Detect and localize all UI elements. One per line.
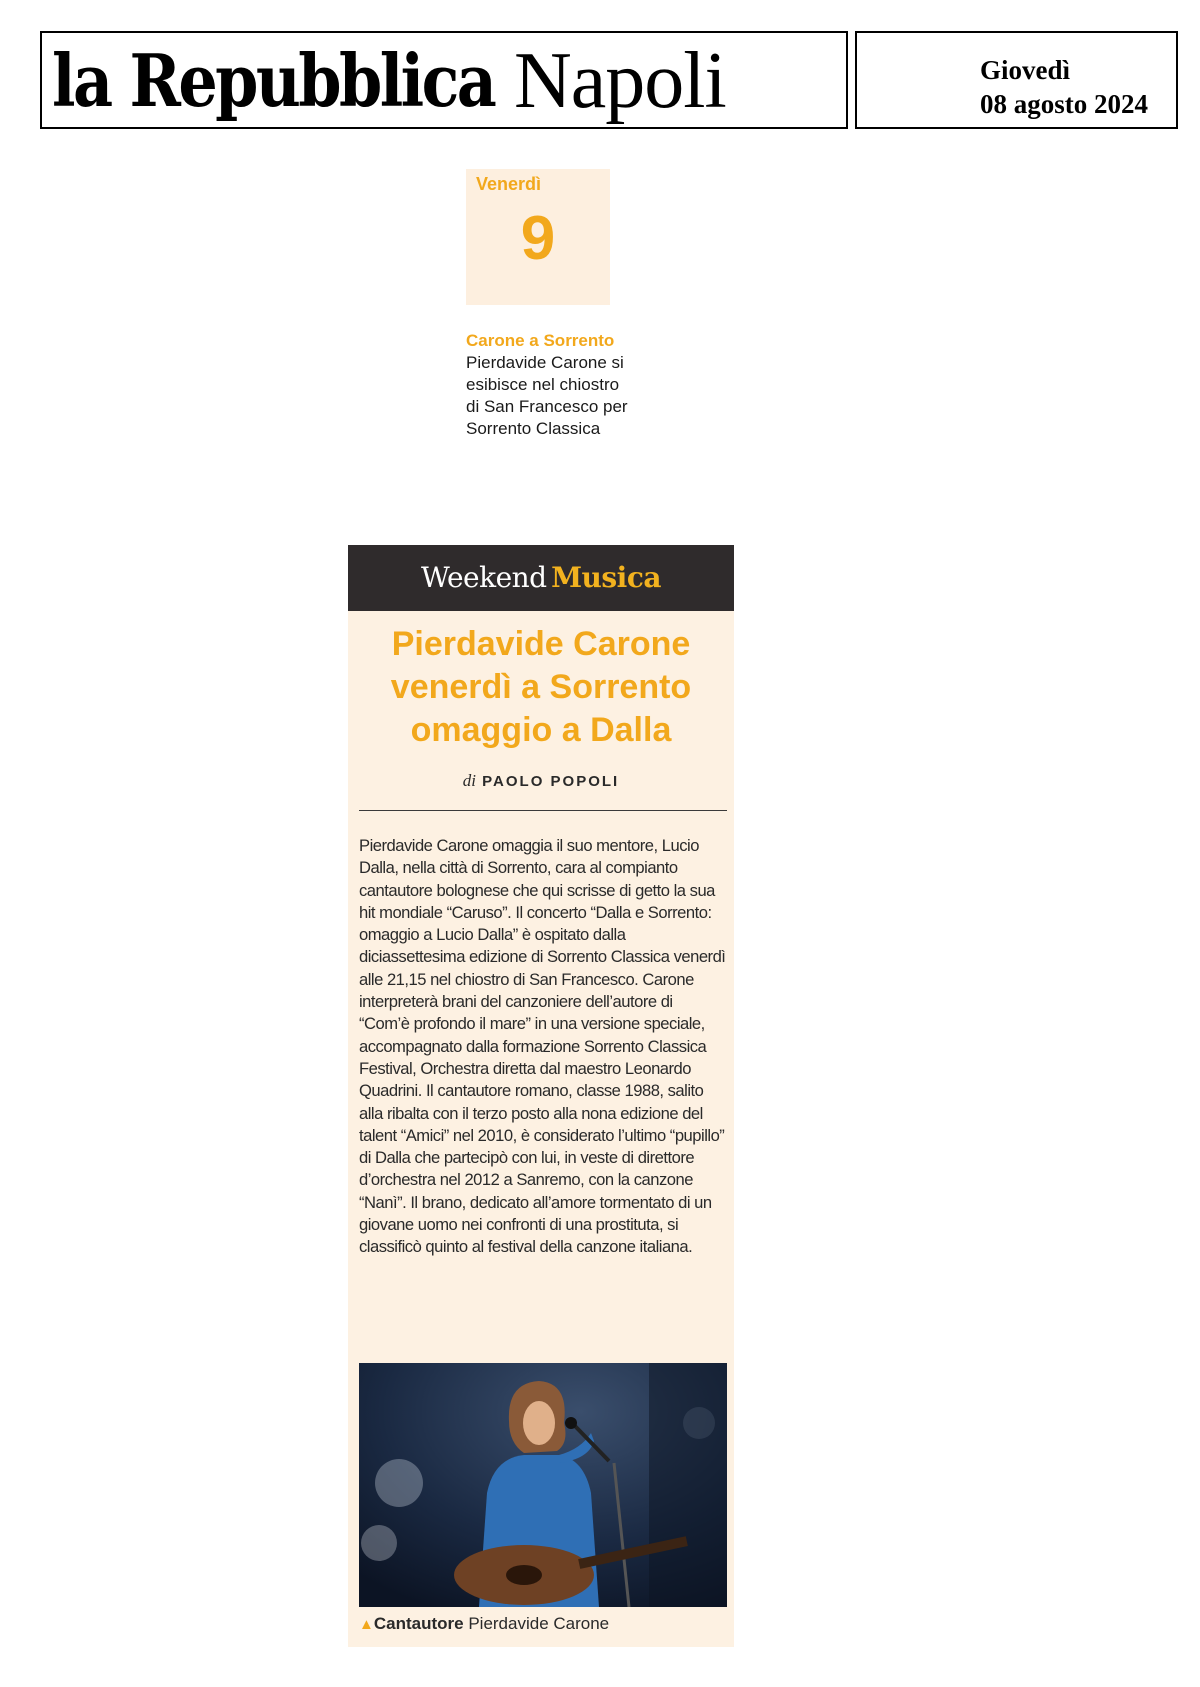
article-photo (359, 1363, 727, 1607)
article-body: Pierdavide Carone omaggia il suo mentore, Lucio Dalla, nella città di Sorrento, cara al compianto cantautore bolognese che qui scrisse di getto la sua hit mondiale “Caruso”. Il concerto “Dalla e Sorrento: omaggio a Lucio Dalla” è ospitato dalla diciassettesima edizione di Sorrento Classica venerdì alle 21,15 nel chiostro di San Francesco. Carone interpreterà brani del canzoniere dell’autore di “Com’è profondo il mare” in una versione speciale, accompagnato dalla formazione Sorrento Classica Festival, Orchestra diretta dal maestro Leonardo Quadrini. Il cantautore romano, classe 1988, salito alla ribalta con il terzo posto alla nona edizione del talent “Amici” nel 2010, è considerato l’ultimo “pupillo” di Dalla che partecipò con lui, in veste di direttore d’orchestra nel 2012 a Sanremo, con la canzone “Nanì”. Il brano, dedicato all’amore tormentato di un giovane uomo nei confronti di una prostituta, si classificò quinto al festival della canzone italiana. (359, 836, 726, 1257)
subsection-label: Musica (551, 561, 662, 594)
byline (348, 771, 734, 791)
day-box-weekday: Venerdì (476, 174, 542, 194)
article (348, 545, 734, 1647)
triangle-up-icon: ▲ (359, 1616, 374, 1633)
byline-divider (359, 810, 727, 811)
event-blurb-text: Pierdavide Carone si esibisce nel chiostro di San Francesco per Sorrento Classica (466, 353, 628, 438)
day-box-number: 9 (520, 204, 556, 273)
byline-prefix: di (462, 771, 476, 790)
photo-caption (359, 1614, 727, 1634)
event-blurb (466, 330, 636, 440)
article-headline: Pierdavide Carone venerdì a Sorrento omaggio a Dalla (390, 625, 692, 749)
date-box (855, 31, 1178, 129)
section-label: Weekend (420, 561, 547, 594)
masthead (40, 31, 848, 129)
singer-photo-illustration (359, 1363, 727, 1607)
edition-city: Napoli (514, 37, 726, 125)
date-full: 08 agosto 2024 (980, 89, 1148, 119)
event-blurb-title: Carone a Sorrento (466, 331, 615, 350)
date-weekday: Giovedì (980, 55, 1071, 85)
caption-label: Cantautore (373, 1614, 464, 1633)
byline-author: PAOLO POPOLI (482, 773, 620, 790)
section-band (348, 545, 734, 611)
caption-text: Pierdavide Carone (468, 1614, 610, 1633)
day-box (466, 169, 610, 305)
newspaper-logo: la Repubblica (52, 38, 495, 123)
